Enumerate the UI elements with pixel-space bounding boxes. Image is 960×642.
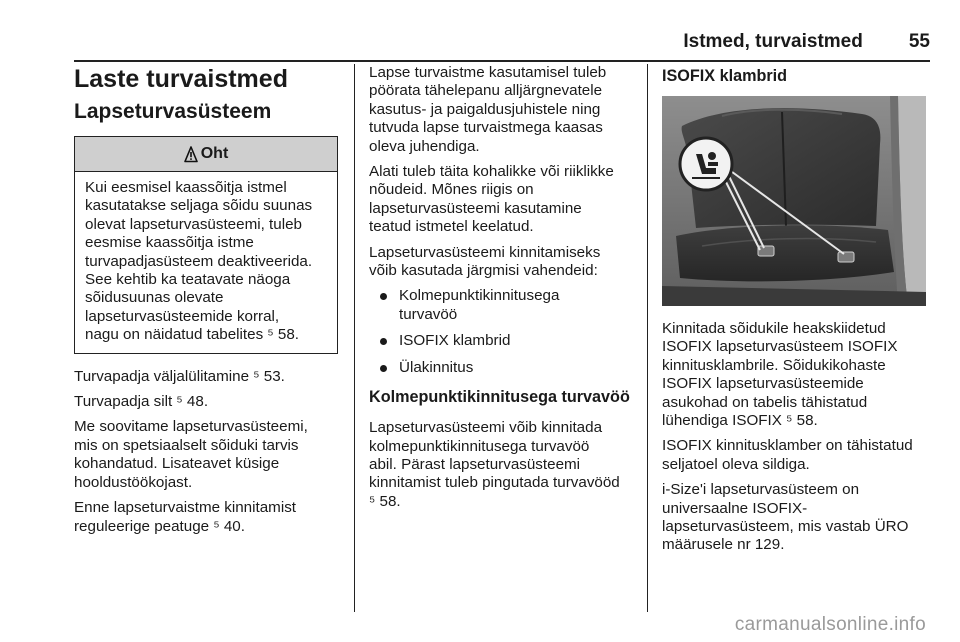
paragraph-headrest: Enne lapseturvaistme kinnitamist reguleerige peatuge ⁵ 40. bbox=[74, 499, 297, 535]
danger-line: olevat lapseturvasüsteemi, tuleb bbox=[85, 215, 302, 233]
paragraph-i-size: i-Size'i lapseturvasüsteem on universaalne ISOFIX- lapseturvasüsteem, mis vastab ÜRO määrusele nr 129. bbox=[662, 481, 909, 554]
danger-line: turvapadjasüsteem deaktiveerida. bbox=[85, 252, 313, 270]
section-heading: Laste turvaistmed bbox=[74, 65, 288, 93]
danger-line: sõidusuunas olevate bbox=[85, 289, 224, 307]
fastening-list bbox=[369, 287, 633, 377]
column-2 bbox=[369, 64, 633, 518]
section-title: Istmed, turvaistmed bbox=[683, 31, 863, 52]
column-1 bbox=[74, 64, 338, 543]
subsection-heading: Lapseturvasüsteem bbox=[74, 100, 272, 123]
column-divider-2 bbox=[647, 64, 648, 612]
paragraph-fastening-means: Lapseturvasüsteemi kinnitamiseks võib kasutada järgmisi vahendeid: bbox=[369, 243, 601, 280]
running-head bbox=[640, 28, 930, 56]
list-item: Kolmepunktikinnitusega turvavöö bbox=[369, 287, 633, 324]
danger-box-header bbox=[75, 137, 337, 172]
danger-line: eesmise kaassõitja istme bbox=[85, 234, 254, 252]
danger-line: kasutatakse seljaga sõidu suunas bbox=[85, 197, 313, 215]
paragraph-isofix-label: ISOFIX kinnitusklamber on tähistatud seljatoel oleva sildiga. bbox=[662, 437, 913, 473]
paragraph-three-point-belt: Lapseturvasüsteemi võib kinnitada kolmepunktikinnitusega turvavöö abil. Pärast lapseturvasüsteemi kinnitamist tuleb pingutada turvavööd ⁵ 58. bbox=[369, 419, 620, 510]
column-3 bbox=[662, 64, 928, 562]
paragraph-instructions: Lapse turvaistme kasutamisel tuleb pöörata tähelepanu alljärgnevatele kasutus- ja paigaldusjuhistele ning tutvuda lapse turvaistmega kaasas oleva juhendiga. bbox=[369, 64, 607, 155]
bullet-icon bbox=[380, 338, 387, 345]
column-divider-1 bbox=[354, 64, 355, 612]
isofix-seat-photo bbox=[662, 96, 926, 306]
danger-label: Oht bbox=[200, 144, 229, 162]
danger-line: See kehtib ka teatavate näoga bbox=[85, 271, 291, 289]
paragraph-recommendation: Me soovitame lapseturvasüsteemi, mis on spetsiaalselt sõiduki tarvis kohandatud. Lisateavet küsige hooldustöökojast. bbox=[74, 418, 308, 491]
danger-line: nagu on näidatud tabelites ⁵ 58. bbox=[85, 326, 300, 344]
bullet-icon bbox=[380, 293, 387, 300]
subsection-heading-three-point-belt: Kolmepunktikinnitusega turvavöö bbox=[369, 388, 630, 407]
danger-line: Kui eesmisel kaassõitja istmel bbox=[85, 179, 287, 196]
danger-text bbox=[75, 172, 337, 353]
warning-triangle-icon bbox=[184, 146, 198, 163]
paragraph-regulations: Alati tuleb täita kohalikke või riiklikke nõudeid. Mõnes riigis on lapseturvasüsteemi kasutamine teatud istmetel keelatud. bbox=[369, 163, 614, 236]
paragraph-airbag-label: Turvapadja silt ⁵ 48. bbox=[74, 393, 209, 411]
list-item: Ülakinnitus bbox=[369, 359, 633, 377]
header-rule bbox=[74, 60, 930, 62]
list-item: ISOFIX klambrid bbox=[369, 332, 633, 350]
bullet-icon bbox=[380, 365, 387, 372]
danger-line: lapseturvasüsteemide korral, bbox=[85, 307, 280, 325]
paragraph-isofix-attach: Kinnitada sõidukile heakskiidetud ISOFIX lapseturvasüsteem ISOFIX kinnitusklambrile. Sõidukikohaste ISOFIX lapseturvasüsteemide asukohad on tabelis tähistatud lühendiga ISOFIX ⁵ 58. bbox=[662, 320, 898, 430]
watermark: carmanualsonline.info bbox=[734, 614, 926, 635]
subsection-heading-isofix: ISOFIX klambrid bbox=[662, 67, 788, 85]
page-number: 55 bbox=[908, 31, 930, 52]
paragraph-airbag-deactivation: Turvapadja väljalülitamine ⁵ 53. bbox=[74, 367, 285, 385]
danger-box bbox=[74, 136, 338, 354]
